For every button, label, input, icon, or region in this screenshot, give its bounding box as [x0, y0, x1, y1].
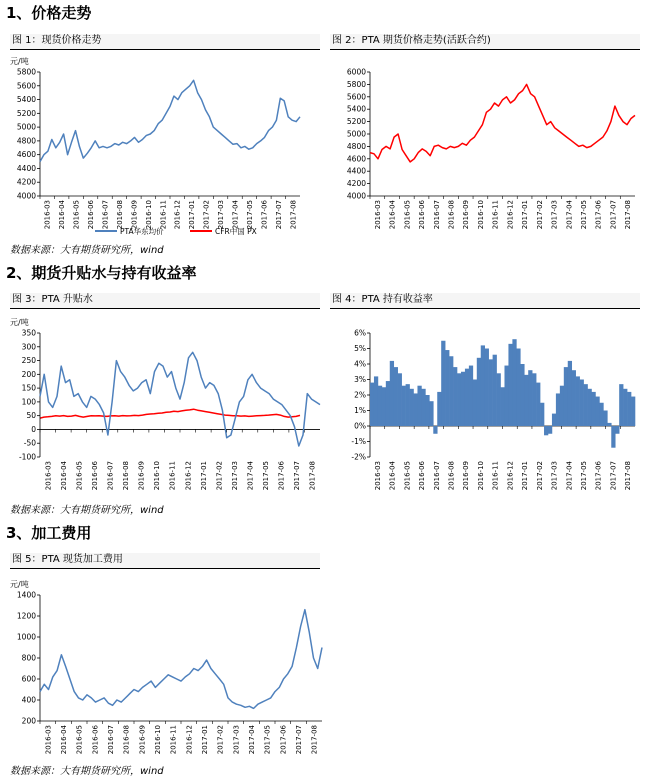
fig2-ytick-label: 5600 — [346, 92, 366, 102]
fig5-xtick-label: 2016-06 — [91, 725, 100, 755]
fig1-xtick-label: 2016-12 — [173, 200, 182, 230]
fig2-xtick-label: 2016-10 — [476, 200, 485, 230]
fig1-xtick-label: 2016-07 — [101, 200, 110, 230]
fig4-xtick-label: 2017-07 — [609, 461, 618, 491]
fig3-ytick-label: 50 — [26, 411, 36, 421]
fig1-ytick-label: 5000 — [16, 122, 36, 132]
fig4-bar — [611, 426, 615, 448]
fig4-bar — [477, 358, 481, 426]
fig5-xtick-label: 2017-02 — [216, 725, 225, 755]
fig4-xtick-label: 2017-05 — [579, 461, 588, 491]
fig3-ytick-label: 0 — [31, 424, 36, 434]
fig3-xtick-label: 2016-07 — [106, 461, 115, 491]
fig4-bar — [437, 392, 441, 426]
fig4-ytick-label: 0% — [354, 421, 366, 431]
fig3-xtick-label: 2016-09 — [137, 461, 146, 491]
fig5-ytick-label: 1200 — [16, 611, 36, 621]
fig2-xtick-label: 2017-08 — [624, 200, 633, 230]
fig1-ytick-label: 4600 — [16, 150, 36, 160]
fig3-caption-rule — [10, 308, 320, 309]
fig4-xtick-label: 2016-05 — [403, 461, 412, 491]
fig4-bar — [572, 370, 576, 426]
fig1-legend-label: PTA华东均价 — [120, 227, 164, 236]
fig4-ytick-label: 5% — [354, 344, 366, 353]
fig5-xtick-label: 2016-10 — [154, 725, 162, 755]
fig1-xtick-label: 2017-07 — [274, 200, 283, 230]
fig4-bar — [429, 401, 433, 426]
fig4-bar — [524, 375, 528, 426]
fig4-bar — [378, 386, 382, 426]
fig4-xtick-label: 2016-11 — [491, 461, 500, 491]
fig4-bar — [548, 426, 552, 434]
fig2-ytick-label: 4200 — [346, 179, 366, 189]
fig4-bar — [536, 383, 540, 426]
fig1-xtick-label: 2017-01 — [188, 200, 197, 230]
fig2-xtick-label: 2016-06 — [418, 200, 427, 230]
fig4-bar — [516, 349, 520, 427]
fig4-xtick-label: 2016-04 — [388, 461, 397, 491]
fig3-chart — [10, 311, 330, 501]
fig2-xtick-label: 2016-09 — [462, 200, 471, 230]
fig4-bar — [619, 384, 623, 426]
fig4-bar — [421, 389, 425, 426]
fig1-xtick-label: 2017-08 — [289, 200, 298, 230]
fig4-bar — [394, 367, 398, 426]
fig3-ytick-label: -50 — [23, 438, 36, 448]
fig4-xtick-label: 2016-10 — [476, 461, 485, 491]
fig2-ytick-label: 6000 — [346, 67, 366, 77]
fig4-bar — [398, 373, 402, 426]
fig1-ytick-label: 4400 — [16, 163, 36, 173]
fig4-ytick-label: -2% — [351, 452, 366, 462]
fig2-series-0-line — [370, 84, 635, 161]
fig5-xtick-label: 2017-07 — [295, 725, 303, 755]
fig1-xtick-label: 2017-04 — [231, 200, 240, 230]
fig2-xtick-label: 2017-07 — [609, 200, 618, 230]
fig5-series-0-line — [40, 610, 322, 709]
fig4-bar — [449, 356, 453, 426]
fig4-bar — [504, 366, 508, 426]
fig1-caption-rule — [10, 49, 320, 50]
fig5-ytick-label: 1400 — [16, 590, 36, 600]
fig2-xtick-label: 2016-05 — [403, 200, 412, 230]
fig5-ylabel: 元/吨 — [10, 580, 29, 589]
fig4-xtick-label: 2017-06 — [594, 461, 603, 491]
fig1-xtick-label: 2016-03 — [43, 200, 52, 230]
fig4-bar — [370, 383, 374, 426]
fig2-ytick-label: 4400 — [346, 166, 366, 176]
fig4-bar — [497, 373, 501, 426]
fig3-xtick-label: 2016-03 — [44, 461, 53, 491]
fig5-xtick-label: 2016-12 — [185, 725, 194, 755]
fig3-ytick-label: 250 — [21, 356, 36, 366]
fig5-xtick-label: 2017-04 — [248, 725, 256, 755]
fig3-caption: 图 3：PTA 升贴水 — [10, 293, 320, 308]
fig5-ytick-label: 1000 — [16, 632, 36, 642]
fig4-bar — [481, 345, 485, 426]
fig4-bar — [410, 389, 414, 426]
fig4-xtick-label: 2016-08 — [447, 461, 456, 491]
fig4-bar — [461, 372, 465, 426]
fig2-xtick-label: 2017-04 — [565, 200, 574, 230]
fig4-bar — [615, 426, 619, 434]
fig4-bar — [382, 387, 386, 426]
fig1-xtick-label: 2017-06 — [260, 200, 269, 230]
fig1-series-0-line — [40, 80, 300, 161]
fig3-ytick-label: 200 — [21, 369, 36, 379]
fig4-bar — [417, 386, 421, 426]
fig3-xtick-label: 2016-05 — [75, 461, 84, 491]
fig5-xtick-label: 2017-03 — [232, 725, 241, 755]
fig1-xtick-label: 2016-06 — [87, 200, 96, 230]
fig1-ytick-label: 5800 — [16, 67, 36, 77]
fig2-ytick-label: 4000 — [346, 191, 366, 201]
fig4-xtick-label: 2016-12 — [506, 461, 515, 491]
section-title-processing-fee: 3、加工费用 — [6, 524, 92, 542]
fig4-bar — [501, 387, 505, 426]
fig1-ytick-label: 5200 — [16, 108, 36, 118]
fig1-xtick-label: 2016-11 — [159, 200, 168, 230]
fig5-ytick-label: 400 — [21, 695, 36, 705]
source-note-3: 数据来源：大有期货研究所，wind — [10, 766, 164, 777]
fig1-xtick-label: 2017-05 — [245, 200, 254, 230]
fig4-bar — [433, 426, 437, 434]
fig5-xtick-label: 2017-05 — [263, 725, 272, 755]
fig5-xtick-label: 2016-11 — [169, 725, 178, 755]
fig4-bar — [552, 414, 556, 426]
fig4-caption-rule — [330, 308, 640, 309]
fig4-bar — [540, 403, 544, 426]
fig4-bar — [532, 373, 536, 426]
fig5-xtick-label: 2016-07 — [107, 725, 115, 755]
fig1-caption: 图 1：现货价格走势 — [10, 34, 320, 49]
fig5-ytick-label: 200 — [21, 716, 36, 726]
fig1-xtick-label: 2017-02 — [202, 200, 211, 230]
fig3-xtick-label: 2016-11 — [168, 461, 177, 491]
fig3-xtick-label: 2017-08 — [308, 461, 317, 491]
fig1-ytick-label: 4200 — [16, 177, 36, 187]
fig4-bar — [631, 397, 635, 426]
section-title-basis-carry: 2、期货升贴水与持有收益率 — [6, 264, 197, 282]
fig4-bar — [465, 369, 469, 426]
fig3-xtick-label: 2017-05 — [262, 461, 271, 491]
fig4-xtick-label: 2016-09 — [462, 461, 471, 491]
fig4-bar — [603, 411, 607, 427]
fig4-xtick-label: 2017-03 — [550, 461, 559, 491]
fig4-bar — [560, 386, 564, 426]
fig2-ytick-label: 5800 — [346, 79, 366, 89]
fig4-caption: 图 4：PTA 持有收益率 — [330, 293, 640, 308]
fig4-ytick-label: 1% — [354, 406, 366, 415]
fig4-bar — [576, 376, 580, 426]
fig1-ytick-label: 4000 — [16, 191, 36, 201]
fig4-xtick-label: 2016-06 — [418, 461, 427, 491]
fig4-bar — [425, 395, 429, 426]
fig4-bar — [473, 380, 477, 427]
fig2-xtick-label: 2017-02 — [535, 200, 544, 230]
fig4-bar — [402, 386, 406, 426]
source-note-1: 数据来源：大有期货研究所，wind — [10, 245, 164, 256]
fig2-xtick-label: 2016-07 — [432, 200, 441, 230]
fig4-xtick-label: 2017-04 — [565, 461, 574, 491]
fig3-xtick-label: 2017-06 — [277, 461, 286, 491]
fig5-ytick-label: 800 — [21, 653, 36, 663]
fig3-xtick-label: 2016-06 — [90, 461, 99, 491]
section-title-price-trend: 1、价格走势 — [6, 4, 92, 22]
fig1-chart — [10, 52, 330, 242]
fig4-bar — [469, 366, 473, 426]
fig4-xtick-label: 2017-02 — [535, 461, 544, 491]
fig2-caption: 图 2：PTA 期货价格走势(活跃合约) — [330, 34, 640, 49]
fig2-xtick-label: 2016-11 — [491, 200, 500, 230]
fig4-xtick-label: 2016-03 — [373, 461, 382, 491]
fig5-xtick-label: 2016-03 — [44, 725, 53, 755]
fig4-bar — [485, 349, 489, 427]
fig4-ytick-label: 3% — [354, 375, 366, 384]
fig1-ytick-label: 4800 — [16, 136, 36, 146]
fig1-ylabel: 元/吨 — [10, 57, 29, 66]
fig1-ytick-label: 5600 — [16, 81, 36, 91]
fig1-xtick-label: 2016-08 — [115, 200, 124, 230]
fig5-xtick-label: 2017-06 — [279, 725, 288, 755]
fig4-xtick-label: 2017-01 — [521, 461, 530, 491]
fig5-caption: 图 5：PTA 现货加工费用 — [10, 553, 320, 568]
fig4-bar — [406, 384, 410, 426]
fig4-bar — [584, 384, 588, 426]
fig5-caption-rule — [10, 568, 320, 569]
fig2-ytick-label: 5400 — [346, 104, 366, 114]
fig4-bar — [512, 339, 516, 426]
fig4-xtick-label: 2016-07 — [432, 461, 441, 491]
fig3-ytick-label: 150 — [21, 383, 36, 393]
fig3-xtick-label: 2017-03 — [230, 461, 239, 491]
fig3-ytick-label: 100 — [21, 397, 36, 407]
fig3-xtick-label: 2016-04 — [59, 461, 68, 491]
fig5-ytick-label: 600 — [21, 674, 36, 684]
fig4-bar — [445, 350, 449, 426]
fig4-bar — [623, 389, 627, 426]
fig4-bar — [414, 393, 418, 426]
fig4-ytick-label: 6% — [354, 328, 366, 338]
fig4-bar — [599, 403, 603, 426]
fig5-xtick-label: 2017-01 — [201, 725, 209, 755]
fig4-bar — [595, 397, 599, 426]
fig4-bar — [607, 423, 611, 426]
fig2-caption-rule — [330, 49, 640, 50]
fig3-xtick-label: 2016-08 — [122, 461, 131, 491]
fig2-ytick-label: 5000 — [346, 129, 366, 139]
fig3-ylabel: 元/吨 — [10, 318, 29, 327]
fig3-xtick-label: 2017-07 — [293, 461, 302, 491]
fig2-xtick-label: 2016-04 — [388, 200, 397, 230]
fig5-xtick-label: 2016-09 — [138, 725, 147, 755]
fig4-ytick-label: 4% — [354, 359, 366, 369]
fig4-bar — [580, 380, 584, 427]
fig2-ytick-label: 5200 — [346, 117, 366, 127]
fig2-xtick-label: 2017-06 — [594, 200, 603, 230]
fig2-xtick-label: 2017-05 — [579, 200, 588, 230]
fig1-ytick-label: 5400 — [16, 95, 36, 105]
fig4-bar — [591, 392, 595, 426]
fig4-xtick-label: 2017-08 — [624, 461, 633, 491]
fig3-ytick-label: 300 — [21, 342, 36, 352]
fig1-xtick-label: 2016-04 — [58, 200, 67, 230]
fig4-ytick-label: -1% — [351, 437, 366, 446]
fig4-bar — [493, 355, 497, 426]
fig1-xtick-label: 2016-10 — [144, 200, 153, 230]
fig3-xtick-label: 2017-01 — [199, 461, 208, 491]
fig1-xtick-label: 2016-05 — [72, 200, 81, 230]
fig4-bar — [544, 426, 548, 435]
fig5-xtick-label: 2017-08 — [310, 725, 319, 755]
fig3-xtick-label: 2016-12 — [184, 461, 193, 491]
fig3-xtick-label: 2016-10 — [153, 461, 162, 491]
fig4-bar — [520, 364, 524, 426]
fig4-ytick-label: 2% — [354, 390, 366, 400]
fig2-ytick-label: 4600 — [346, 154, 366, 164]
fig2-ytick-label: 4800 — [346, 141, 366, 151]
fig4-bar — [568, 361, 572, 426]
fig4-bar — [386, 381, 390, 426]
fig4-bar — [508, 344, 512, 426]
fig2-xtick-label: 2017-03 — [550, 200, 559, 230]
fig4-bar — [588, 389, 592, 426]
fig4-bar — [390, 361, 394, 426]
fig2-chart — [330, 52, 640, 242]
fig4-bar — [457, 373, 461, 426]
fig3-xtick-label: 2017-02 — [215, 461, 224, 491]
source-note-2: 数据来源：大有期货研究所，wind — [10, 505, 164, 516]
fig5-xtick-label: 2016-08 — [122, 725, 131, 755]
fig2-xtick-label: 2016-03 — [373, 200, 382, 230]
fig2-xtick-label: 2016-12 — [506, 200, 515, 230]
fig5-chart — [10, 571, 330, 761]
fig4-bar — [564, 367, 568, 426]
fig1-xtick-label: 2016-09 — [130, 200, 139, 230]
fig2-xtick-label: 2016-08 — [447, 200, 456, 230]
fig4-bar — [528, 370, 532, 426]
fig1-legend-label: CFR中国 PX — [215, 227, 257, 236]
fig1-xtick-label: 2017-03 — [217, 200, 226, 230]
fig5-xtick-label: 2016-05 — [75, 725, 84, 755]
fig4-bar — [489, 359, 493, 426]
fig4-bar — [627, 392, 631, 426]
fig4-bar — [441, 341, 445, 426]
fig4-chart — [330, 311, 640, 501]
fig4-bar — [374, 376, 378, 426]
fig2-xtick-label: 2017-01 — [521, 200, 530, 230]
fig3-ytick-label: 350 — [21, 328, 36, 338]
fig3-xtick-label: 2017-04 — [246, 461, 255, 491]
fig4-bar — [556, 393, 560, 426]
fig5-xtick-label: 2016-04 — [60, 725, 68, 755]
fig4-bar — [453, 367, 457, 426]
fig3-ytick-label: -100 — [18, 452, 36, 462]
